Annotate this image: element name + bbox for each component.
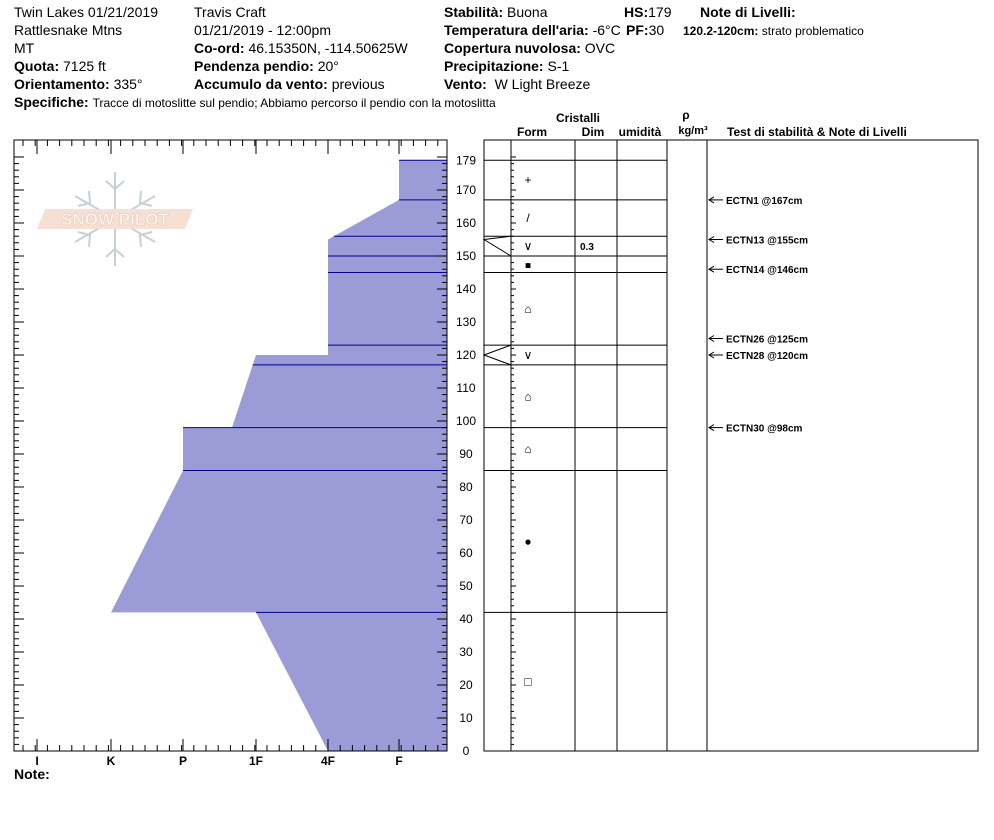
wind-loading-value: previous — [331, 76, 385, 92]
test-label: ECTN1 @167cm — [726, 195, 803, 207]
height-tick-label: 30 — [459, 645, 473, 659]
height-tick-label: 120 — [455, 348, 477, 362]
test-label: ECTN13 @155cm — [726, 235, 809, 247]
observation-datetime: 01/21/2019 - 12:00pm — [194, 22, 331, 38]
height-tick-label: 20 — [459, 678, 473, 692]
grain-form-icon: ■ — [524, 260, 532, 272]
wind-label: Vento: — [444, 76, 487, 92]
snow-height-value: 179 — [648, 4, 672, 20]
problem-layer-marker — [484, 345, 511, 365]
height-tick-label: 170 — [455, 183, 477, 197]
coordinates-value: 46.15350N, -114.50625W — [248, 40, 408, 56]
air-temperature-label: Temperatura dell'aria: — [444, 22, 589, 38]
sky-cover-label: Copertura nuvolosa: — [444, 40, 581, 56]
notes-label: Note: — [14, 766, 50, 782]
density-symbol: ρ — [682, 108, 690, 122]
column-headers — [517, 108, 907, 139]
height-tick-label: 80 — [459, 480, 473, 494]
hardness-tick-label: 1F — [248, 754, 264, 768]
test-label: ECTN14 @146cm — [726, 265, 809, 277]
sky-cover-value: OVC — [584, 40, 616, 56]
test-label: ECTN30 @98cm — [726, 423, 803, 435]
height-tick-label: 130 — [455, 315, 477, 329]
foot-penetration-label: PF: — [626, 22, 649, 38]
slope-angle-value: 20° — [317, 58, 339, 74]
aspect-value: 335° — [113, 76, 143, 92]
density-unit: kg/m³ — [678, 125, 708, 137]
grain-form-icon: + — [524, 173, 532, 188]
height-tick-label: 10 — [459, 711, 473, 725]
grain-form-icon: ⌂ — [524, 442, 532, 457]
test-label: ECTN28 @120cm — [726, 351, 809, 362]
elevation-value: 7125 ft — [63, 58, 106, 74]
wind-loading-label: Accumulo da vento: — [194, 76, 328, 92]
slope-angle-label: Pendenza pendio: — [194, 58, 314, 74]
crystals-header: Cristalli — [555, 111, 601, 125]
problem-layer-marker — [484, 236, 511, 256]
height-tick-label: 90 — [459, 447, 473, 461]
observer: Travis Craft — [194, 4, 266, 20]
location-title: Twin Lakes 01/21/2019 — [14, 4, 158, 20]
height-tick-label: 50 — [459, 579, 473, 593]
precipitation-label: Precipitazione: — [444, 58, 544, 74]
layer-notes-label: Note di Livelli: — [700, 4, 796, 20]
air-temperature-value: -6°C — [592, 22, 621, 38]
specifics-label: Specifiche: — [14, 94, 89, 110]
height-tick-label: 0 — [462, 744, 470, 758]
height-tick-label: 110 — [456, 381, 476, 395]
grain-form-icon: ∨ — [523, 239, 533, 254]
stability-label: Stabilità: — [444, 4, 504, 20]
hardness-tick-label: 4F — [320, 754, 336, 768]
precipitation-value: S-1 — [547, 58, 570, 74]
height-tick-label: 150 — [455, 249, 477, 263]
height-tick-label: 100 — [455, 414, 477, 428]
hardness-area — [111, 160, 447, 751]
dim-header: Dim — [581, 125, 605, 139]
foot-penetration-value: 30 — [648, 22, 665, 38]
height-tick-label: 160 — [455, 216, 477, 230]
form-header: Form — [517, 125, 547, 139]
grain-form-icon: ∨ — [523, 348, 533, 362]
tests-header: Test di stabilità & Note di Livelli — [727, 125, 907, 139]
stability-value: Buona — [507, 4, 548, 20]
grain-form-icon: / — [526, 211, 530, 226]
hardness-tick-label: I — [35, 754, 39, 768]
elevation-label: Quota: — [14, 58, 60, 74]
mountain-range: Rattlesnake Mtns — [14, 22, 123, 38]
state: MT — [14, 40, 35, 56]
height-tick-label: 60 — [459, 546, 473, 560]
height-tick-label: 40 — [459, 612, 473, 626]
layer-note-range: 120.2-120cm: — [683, 24, 759, 38]
snow-height-label: HS: — [624, 4, 649, 20]
grain-form-icon: □ — [524, 674, 532, 689]
coordinates-label: Co-ord: — [194, 40, 245, 56]
layer-note-text: strato problematico — [761, 24, 864, 38]
height-tick-label: 140 — [455, 282, 477, 296]
logo-text: SNOW PILOT — [61, 210, 169, 229]
height-tick-label: 179 — [455, 153, 477, 168]
specifics-value: Tracce di motoslitte sul pendio; Abbiamo percorso il pendio con la motoslitta — [92, 96, 496, 110]
moisture-header: umidità — [618, 125, 662, 139]
grain-form-icon: ● — [524, 534, 532, 549]
table-frame — [484, 140, 978, 751]
chart-frames — [14, 140, 978, 751]
hardness-tick-label: P — [178, 754, 188, 768]
grain-size: 0.3 — [580, 242, 594, 254]
grain-form-icon: ⌂ — [524, 301, 532, 316]
hardness-profile — [111, 160, 447, 751]
wind-value: W Light Breeze — [494, 76, 591, 92]
aspect-label: Orientamento: — [14, 76, 110, 92]
stability-tests — [709, 196, 808, 435]
height-tick-label: 70 — [459, 513, 473, 527]
test-label: ECTN26 @125cm — [726, 334, 809, 346]
grain-form-icon: ⌂ — [524, 389, 532, 404]
hardness-tick-label: K — [106, 754, 116, 768]
hardness-tick-label: F — [395, 754, 403, 768]
snowpilot-logo — [37, 172, 193, 266]
